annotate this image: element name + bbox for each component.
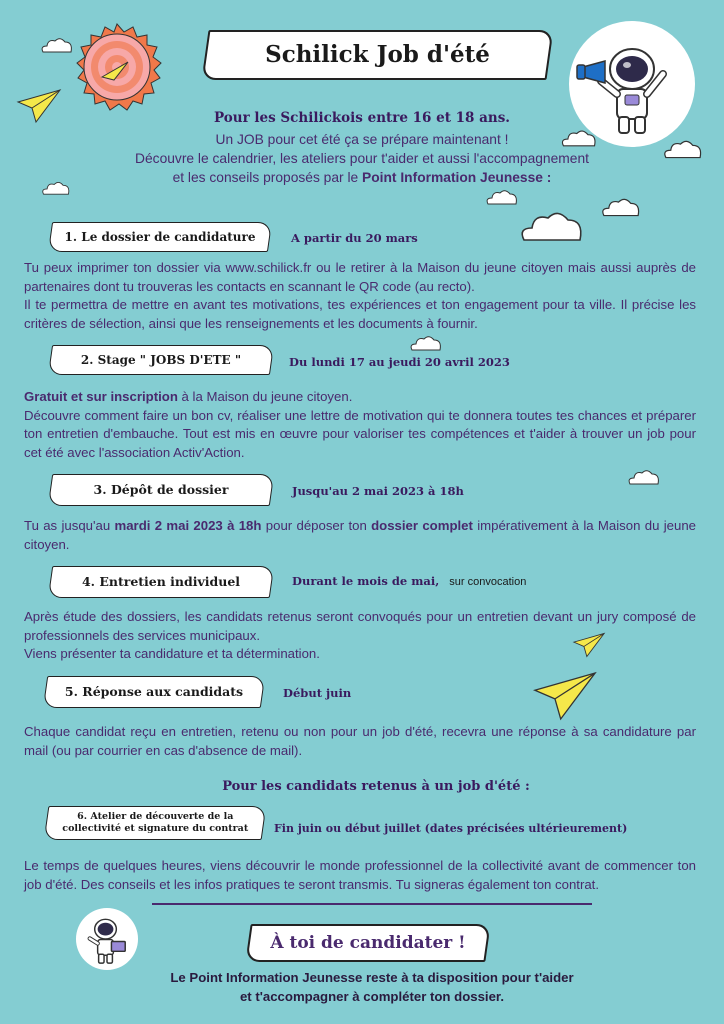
cloud-icon [596,196,646,218]
step-4-text: Après étude des dossiers, les candidats retenus seront convoqués pour un entretien devant un jury composé de professionnels des services municipaux. Viens présenter ta candidature et ta détermination. [24,609,696,662]
cloud-icon [626,468,662,486]
cta-banner [245,924,490,962]
step-4-date: Durant le mois de mai, sur convocation [292,574,527,588]
intro-text: Un JOB pour cet été ça se prépare maintenant ! Découvre le calendrier, les ateliers pour t'aider et aussi l'accompagnement et les conseils proposés par le Point Information Jeunesse : [135,132,589,185]
step-6-date: Fin juin ou début juillet (dates précisées ultérieurement) [274,822,628,835]
cta-text: À toi de candidater ! [270,933,466,953]
footer-text: Le Point Information Jeunesse reste à ta disposition pour t'aider et t'accompagner à compléter ton dossier. [170,970,574,1004]
page-title: Schilick Job d'été [265,41,490,68]
cloud-icon [408,334,444,352]
step-1-text: Tu peux imprimer ton dossier via www.schilick.fr ou le retirer à la Maison du jeune citoyen mais aussi auprès de partenaires dont tu trouveras les contacts en scannant le QR code (au recto). Il te permettra de mettre en avant tes motivations, tes expériences et ton engagement pour ta ville. Il précise les critères de sélection, ainsi que les renseignements et les documents à fournir. [24,260,696,331]
paper-plane-icon [572,632,606,658]
retained-heading: Pour les candidats retenus à un job d'été : [222,779,530,794]
title-banner [201,30,553,80]
step-2-banner: 2. Stage " JOBS D'ETE " [48,345,274,375]
step-6-banner: 6. Atelier de découverte de la collectivité et signature du contrat [44,806,267,840]
step-1-date: A partir du 20 mars [291,231,418,245]
cloud-icon [484,188,520,206]
step-5-text: Chaque candidat reçu en entretien, retenu ou non pour un job d'été, recevra une réponse à sa candidature par mail (ou par courrier en cas d'absence de mail). [24,724,696,758]
step-5-date: Début juin [283,686,352,700]
target-icon [72,22,162,112]
step-3-text: Tu as jusqu'au mardi 2 mai 2023 à 18h pour déposer ton dossier complet impérativement à la Maison du jeune citoyen. [24,518,696,552]
cloud-icon [40,36,74,54]
cloud-icon [512,208,592,244]
astronaut-icon [75,907,139,971]
step-1-banner: 1. Le dossier de candidature [48,222,272,252]
step-2-date: Du lundi 17 au jeudi 20 avril 2023 [289,355,510,369]
step-6-text: Le temps de quelques heures, viens découvrir le monde professionnel de la collectivité avant de commencer ton job d'été. Des conseils et les infos pratiques te seront transmis. Tu signeras également ton contrat. [24,858,696,892]
step-4-banner: 4. Entretien individuel [48,566,274,598]
paper-plane-icon [532,670,598,722]
step-3-banner: 3. Dépôt de dossier [48,474,274,506]
step-5-banner: 5. Réponse aux candidats [43,676,265,708]
subtitle: Pour les Schilickois entre 16 et 18 ans. [213,110,511,126]
step-3-date: Jusqu'au 2 mai 2023 à 18h [292,484,464,498]
step-2-text: Gratuit et sur inscription à la Maison du jeune citoyen. Découvre comment faire un bon cv, réaliser une lettre de motivation qui te donnera toutes tes chances et préparer ton entretien d'embauche. Tout est mis en œuvre pour valoriser tes compétences et t'aider à trouver un job pour cet été avec l'association Activ'Action. [24,389,696,460]
divider [152,903,592,905]
